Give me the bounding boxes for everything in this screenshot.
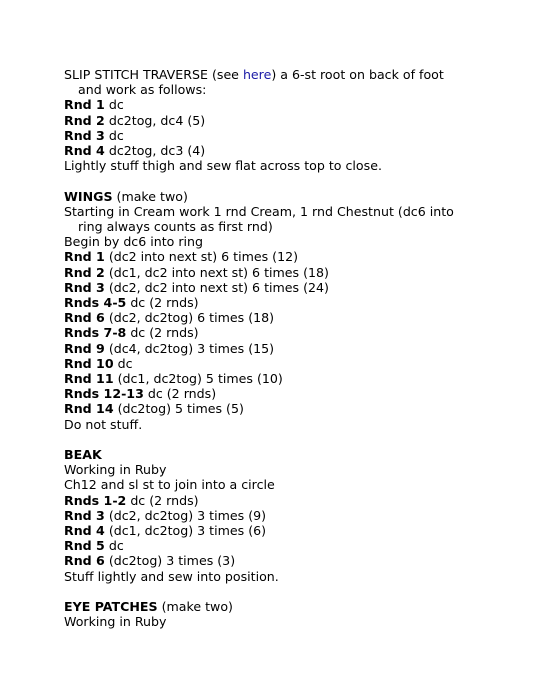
round-label: Rnd 3 xyxy=(64,127,105,143)
wings-title: WINGS xyxy=(64,188,113,204)
round-label: Rnd 9 xyxy=(64,340,105,356)
round-row xyxy=(64,386,524,401)
section-gap xyxy=(64,584,524,599)
round-label: Rnds 4-5 xyxy=(64,295,127,311)
round-text: (dc2tog) 5 times (5) xyxy=(113,401,244,417)
beak-heading xyxy=(64,447,524,462)
eye-patches-title: EYE PATCHES xyxy=(64,599,158,615)
round-text: (dc4, dc2tog) 3 times (15) xyxy=(104,340,275,356)
round-label: Rnd 14 xyxy=(64,401,114,417)
intro-closing: Lightly stuff thigh and sew flat across top to close. xyxy=(64,158,382,174)
round-label: Rnds 1-2 xyxy=(64,492,127,508)
round-text: (dc2, dc2tog) 6 times (18) xyxy=(104,310,275,326)
round-label: Rnd 2 xyxy=(64,264,105,280)
round-label: Rnds 7-8 xyxy=(64,325,127,341)
round-row xyxy=(64,493,524,508)
round-row xyxy=(64,249,524,264)
round-label: Rnd 6 xyxy=(64,310,105,326)
round-row xyxy=(64,128,524,143)
round-label: Rnd 4 xyxy=(64,523,105,539)
round-text: dc xyxy=(104,538,124,554)
round-row xyxy=(64,310,524,325)
round-text: dc xyxy=(104,97,124,113)
eye-patches-heading xyxy=(64,599,524,614)
here-link[interactable]: here xyxy=(242,67,272,82)
round-text: (dc2, dc2tog) 3 times (9) xyxy=(104,507,267,523)
round-label: Rnd 1 xyxy=(64,249,105,265)
section-gap xyxy=(64,432,524,447)
round-label: Rnd 11 xyxy=(64,371,114,387)
round-label: Rnd 6 xyxy=(64,553,105,569)
round-row xyxy=(64,280,524,295)
round-label: Rnd 2 xyxy=(64,112,105,128)
wings-subtitle: (make two) xyxy=(112,188,188,204)
wings-begin: Begin by dc6 into ring xyxy=(64,234,204,250)
round-row xyxy=(64,295,524,310)
round-text: dc xyxy=(113,355,133,371)
round-row xyxy=(64,553,524,568)
beak-title: BEAK xyxy=(64,447,102,463)
round-row xyxy=(64,143,524,158)
round-text: dc xyxy=(104,127,124,143)
round-text: dc (2 rnds) xyxy=(126,492,199,508)
wings-start-line: Starting in Cream work 1 rnd Cream, 1 rnd Chestnut (dc6 into xyxy=(64,203,454,219)
round-text: dc2tog, dc4 (5) xyxy=(104,112,206,128)
round-text: dc (2 rnds) xyxy=(126,295,199,311)
intro-lead: SLIP STITCH TRAVERSE (see xyxy=(64,67,243,82)
section-gap xyxy=(64,173,524,188)
beak-line: Ch12 and sl st to join into a circle xyxy=(64,477,275,493)
round-text: dc (2 rnds) xyxy=(126,325,199,341)
round-row xyxy=(64,401,524,416)
round-row xyxy=(64,265,524,280)
wings-closing: Do not stuff. xyxy=(64,416,143,432)
round-text: (dc1, dc2tog) 5 times (10) xyxy=(113,371,283,387)
round-label: Rnd 1 xyxy=(64,97,105,113)
beak-line: Working in Ruby xyxy=(64,462,167,478)
round-label: Rnd 10 xyxy=(64,355,114,371)
beak-closing: Stuff lightly and sew into position. xyxy=(64,568,279,584)
pattern-page xyxy=(64,67,524,629)
round-text: dc2tog, dc3 (4) xyxy=(104,143,206,159)
round-row xyxy=(64,97,524,112)
intro-line-2: and work as follows: xyxy=(78,82,207,98)
round-row xyxy=(64,325,524,340)
eye-patches-subtitle: (make two) xyxy=(157,599,233,615)
round-row xyxy=(64,523,524,538)
intro-line xyxy=(64,67,524,82)
round-row xyxy=(64,538,524,553)
round-row xyxy=(64,371,524,386)
round-text: (dc2, dc2 into next st) 6 times (24) xyxy=(104,279,329,295)
round-text: dc (2 rnds) xyxy=(143,386,217,402)
round-text: (dc1, dc2tog) 3 times (6) xyxy=(104,523,267,539)
round-label: Rnd 3 xyxy=(64,507,105,523)
wings-heading xyxy=(64,189,524,204)
round-row xyxy=(64,356,524,371)
round-label: Rnd 4 xyxy=(64,143,105,159)
round-row xyxy=(64,113,524,128)
round-text: (dc2tog) 3 times (3) xyxy=(104,553,236,569)
round-text: (dc1, dc2 into next st) 6 times (18) xyxy=(104,264,329,280)
round-label: Rnds 12-13 xyxy=(64,386,144,402)
intro-tail: ) a 6-st root on back of foot xyxy=(271,67,444,82)
round-row xyxy=(64,341,524,356)
eye-patches-line: Working in Ruby xyxy=(64,614,167,630)
round-label: Rnd 3 xyxy=(64,279,105,295)
round-label: Rnd 5 xyxy=(64,538,105,554)
round-text: (dc2 into next st) 6 times (12) xyxy=(104,249,299,265)
round-row xyxy=(64,508,524,523)
wings-start-line-2: ring always counts as first rnd) xyxy=(78,219,273,235)
